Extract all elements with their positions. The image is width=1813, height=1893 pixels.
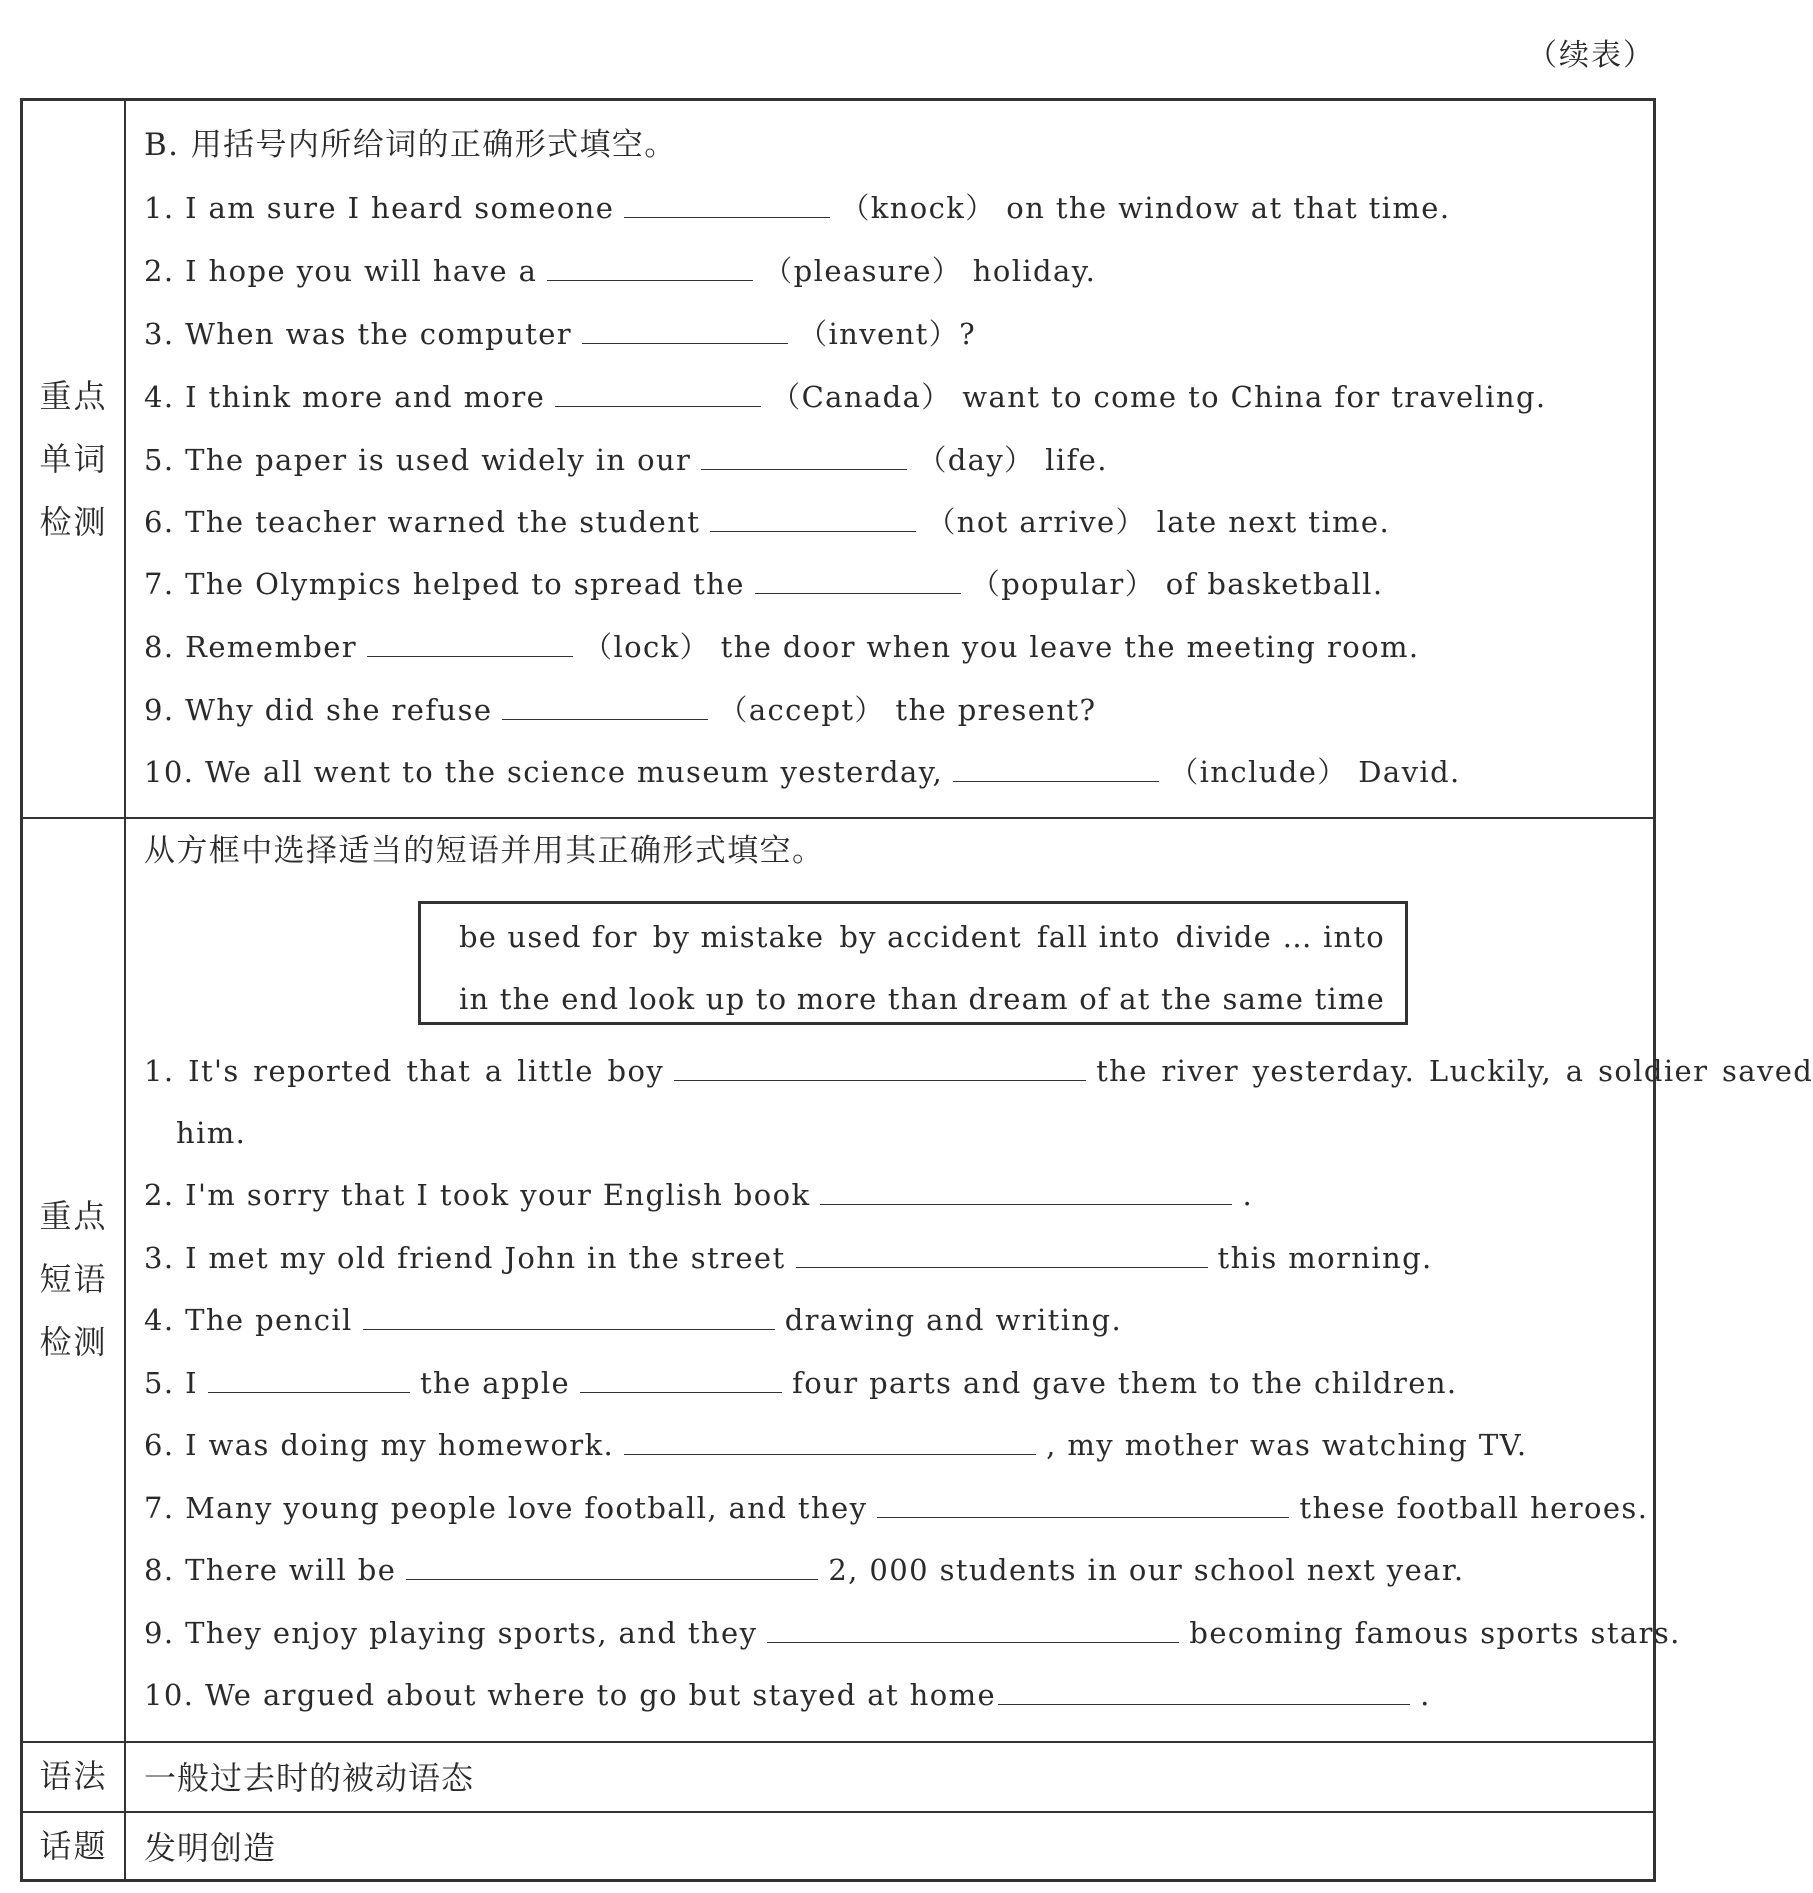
topic-label xyxy=(23,1813,126,1879)
question-text: （Canada） want to come to China for traveling. xyxy=(771,380,1547,414)
question-text: （knock） on the window at that time. xyxy=(840,191,1451,225)
question-text: four parts and gave them to the children. xyxy=(792,1366,1458,1400)
phrase-option: divide … into xyxy=(1175,920,1385,954)
answer-blank[interactable] xyxy=(580,1391,782,1393)
topic-row xyxy=(23,1813,1653,1879)
grammar-row xyxy=(23,1741,1653,1813)
question-text: 8. Remember xyxy=(144,630,358,664)
question-text: （lock） the door when you leave the meeting room. xyxy=(583,630,1420,664)
phrase-question-5 xyxy=(144,1363,1458,1403)
question-text: 9. Why did she refuse xyxy=(144,693,493,727)
phrase-question-9 xyxy=(144,1613,1681,1653)
label-line: 话题 xyxy=(39,1826,108,1865)
question-text: 1. It's reported that a little boy xyxy=(144,1054,665,1088)
word-question-1 xyxy=(144,188,1450,228)
answer-blank[interactable] xyxy=(367,655,573,657)
question-text: 8. There will be xyxy=(144,1553,397,1587)
phrase-question-10 xyxy=(144,1675,1431,1715)
question-text: , my mother was watching TV. xyxy=(1046,1428,1528,1462)
question-text: （not arrive） late next time. xyxy=(926,505,1391,539)
phrase-question-2 xyxy=(144,1175,1253,1215)
phrase-question-7 xyxy=(144,1488,1648,1528)
word-question-6 xyxy=(144,502,1390,542)
question-text: 10. We argued about where to go but stayed at home xyxy=(144,1678,997,1712)
answer-blank[interactable] xyxy=(998,1703,1410,1705)
question-text: 2, 000 students in our school next year. xyxy=(828,1553,1465,1587)
phrase-question-3 xyxy=(144,1238,1433,1278)
phrase-option: by accident xyxy=(839,920,1022,954)
phrase-option: more than xyxy=(796,982,960,1016)
question-text: these football heroes. xyxy=(1299,1491,1649,1525)
answer-blank[interactable] xyxy=(406,1578,818,1580)
answer-blank[interactable] xyxy=(624,1453,1036,1455)
phrase-option: at the same time xyxy=(1119,982,1385,1016)
label-line: 单词 xyxy=(39,439,108,478)
word-question-9 xyxy=(144,690,1096,730)
label-line: 语法 xyxy=(39,1756,108,1795)
question-text: 1. I am sure I heard someone xyxy=(144,191,615,225)
phrase-option: in the end xyxy=(459,982,620,1016)
question-text: 6. I was doing my homework. xyxy=(144,1428,615,1462)
phrase-option: look up to xyxy=(628,982,788,1016)
question-text: 2. I'm sorry that I took your English book xyxy=(144,1178,811,1212)
word-question-8 xyxy=(144,627,1420,667)
word-question-7 xyxy=(144,564,1383,604)
phrase-row-2 xyxy=(459,982,1385,1016)
words-section-label xyxy=(23,101,126,817)
question-text: drawing and writing. xyxy=(784,1303,1123,1337)
question-text: （pleasure） holiday. xyxy=(763,254,1097,288)
phrase-option: by mistake xyxy=(652,920,825,954)
question-text: 6. The teacher warned the student xyxy=(144,505,701,539)
answer-blank[interactable] xyxy=(208,1391,410,1393)
question-text: 9. They enjoy playing sports, and they xyxy=(144,1616,758,1650)
phrase-question-4 xyxy=(144,1300,1122,1340)
answer-blank[interactable] xyxy=(674,1079,1086,1081)
phrase-question-8 xyxy=(144,1550,1465,1590)
label-line: 重点 xyxy=(39,1196,108,1235)
word-question-5 xyxy=(144,440,1108,480)
word-question-10 xyxy=(144,752,1461,792)
question-text: 7. Many young people love football, and they xyxy=(144,1491,868,1525)
answer-blank[interactable] xyxy=(701,468,907,470)
answer-blank[interactable] xyxy=(767,1641,1179,1643)
question-text: （include） David. xyxy=(1169,755,1461,789)
phrase-question-1-cont: him. xyxy=(176,1116,247,1150)
answer-blank[interactable] xyxy=(710,530,916,532)
word-question-4 xyxy=(144,377,1547,417)
label-line: 检测 xyxy=(39,1322,108,1361)
word-question-3 xyxy=(144,314,976,354)
question-text: 2. I hope you will have a xyxy=(144,254,538,288)
question-text: 5. I xyxy=(144,1366,198,1400)
question-text: 7. The Olympics helped to spread the xyxy=(144,567,745,601)
answer-blank[interactable] xyxy=(502,718,708,720)
answer-blank[interactable] xyxy=(555,405,761,407)
words-heading: B. 用括号内所给词的正确形式填空。 xyxy=(144,127,677,163)
question-text: the apple xyxy=(419,1366,571,1400)
answer-blank[interactable] xyxy=(547,279,753,281)
answer-blank[interactable] xyxy=(755,592,961,594)
phrase-option: dream of xyxy=(968,982,1110,1016)
question-text: the river yesterday. Luckily, a soldier saved xyxy=(1096,1054,1813,1088)
answer-blank[interactable] xyxy=(796,1266,1208,1268)
answer-blank[interactable] xyxy=(582,342,788,344)
topic-value: 发明创造 xyxy=(144,1829,277,1867)
question-text: （popular） of basketball. xyxy=(970,567,1384,601)
question-text: （day） life. xyxy=(917,443,1108,477)
grammar-label xyxy=(23,1741,126,1811)
phrase-option: fall into xyxy=(1036,920,1161,954)
words-section xyxy=(23,101,1653,819)
answer-blank[interactable] xyxy=(953,780,1159,782)
question-text: 5. The paper is used widely in our xyxy=(144,443,692,477)
label-line: 检测 xyxy=(39,502,108,541)
answer-blank[interactable] xyxy=(820,1203,1232,1205)
question-text: （accept） the present? xyxy=(718,693,1097,727)
question-text: 4. The pencil xyxy=(144,1303,353,1337)
question-text: . xyxy=(1242,1178,1254,1212)
question-text: this morning. xyxy=(1217,1241,1433,1275)
phrase-box xyxy=(418,901,1408,1025)
question-text: （invent）? xyxy=(798,317,977,351)
question-text: . xyxy=(1420,1678,1431,1712)
phrases-heading: 从方框中选择适当的短语并用其正确形式填空。 xyxy=(144,833,825,869)
summary-table xyxy=(20,98,1813,1882)
phrases-section-label xyxy=(23,817,126,1741)
phrase-option: be used for xyxy=(459,920,638,954)
phrase-question-6 xyxy=(144,1425,1528,1465)
label-line: 重点 xyxy=(39,376,108,415)
question-text: 4. I think more and more xyxy=(144,380,546,414)
word-question-2 xyxy=(144,251,1096,291)
question-text: 3. I met my old friend John in the street xyxy=(144,1241,786,1275)
grammar-value: 一般过去时的被动语态 xyxy=(144,1759,475,1797)
question-text: becoming famous sports stars. xyxy=(1189,1616,1681,1650)
phrases-section xyxy=(23,817,1813,1743)
answer-blank[interactable] xyxy=(363,1328,775,1330)
answer-blank[interactable] xyxy=(624,216,830,218)
question-text: 3. When was the computer xyxy=(144,317,573,351)
question-text: 10. We all went to the science museum yesterday, xyxy=(144,755,944,789)
label-line: 短语 xyxy=(39,1259,108,1298)
phrase-row-1 xyxy=(459,920,1385,954)
continued-note: （续表） xyxy=(1527,38,1655,73)
answer-blank[interactable] xyxy=(877,1516,1289,1518)
phrase-question-1 xyxy=(144,1051,1813,1091)
